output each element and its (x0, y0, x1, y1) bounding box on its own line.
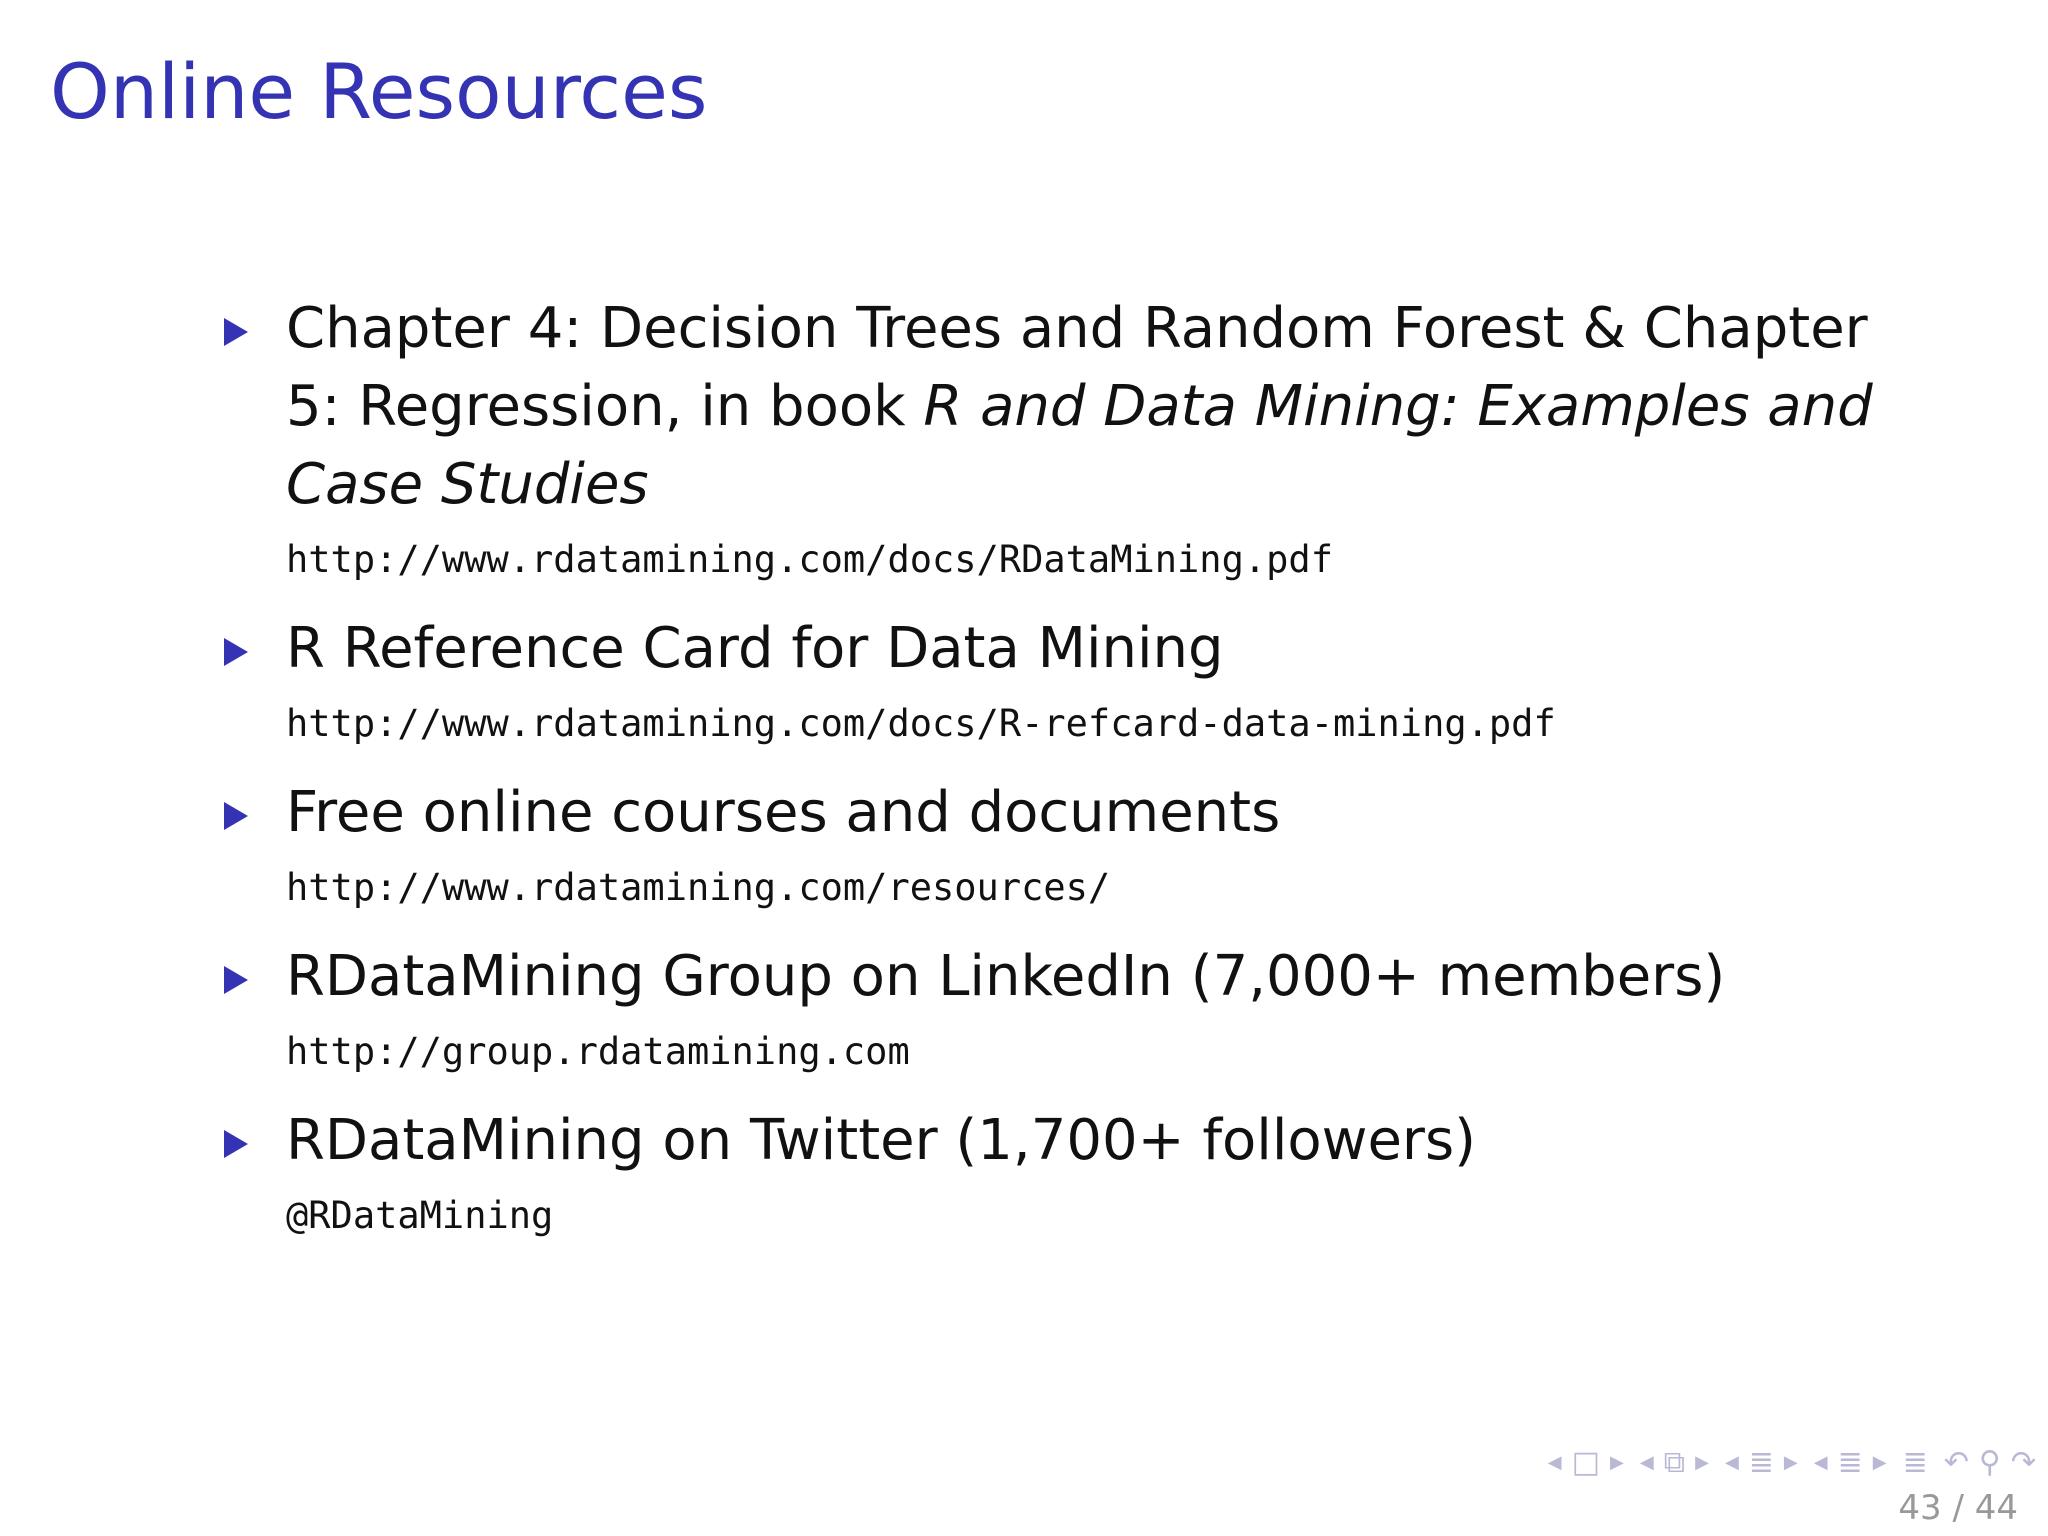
list-item (220, 774, 1900, 914)
document-nav-icon[interactable] (1902, 1445, 1928, 1480)
list-item (220, 938, 1900, 1078)
subsection-lines-icon: ≣ (1837, 1445, 1863, 1480)
chevron-left-icon: ◀ (1547, 1452, 1562, 1473)
chevron-right-icon: ▶ (1783, 1452, 1798, 1473)
item-text-plain: Chapter 4: Decision Trees and Random Forest & Chapter 5: Regression, in book (286, 296, 1868, 439)
page-counter: 43 / 44 (1898, 1488, 2018, 1528)
item-text: R Reference Card for Data Mining (286, 616, 1224, 681)
chevron-right-icon: ▶ (1872, 1452, 1887, 1473)
item-text: RDataMining Group on LinkedIn (7,000+ members) (286, 944, 1726, 1009)
resource-url[interactable]: http://www.rdatamining.com/docs/RDataMining.pdf (286, 538, 1333, 581)
book-title: R and Data Mining: Examples and Case Studies (286, 374, 1873, 517)
frame-nav-icon[interactable] (1547, 1445, 1624, 1480)
chevron-left-icon: ◀ (1813, 1452, 1828, 1473)
slide-title: Online Resources (50, 47, 708, 136)
chevron-left-icon: ◀ (1639, 1452, 1654, 1473)
resource-url[interactable]: http://www.rdatamining.com/docs/R-refcard-data-mining.pdf (286, 702, 1556, 745)
frame-square-icon: □ (1571, 1445, 1600, 1480)
forward-search-icon[interactable]: ↷ (2010, 1445, 2036, 1480)
resource-list (220, 290, 1900, 1266)
bullet-triangle-icon (224, 318, 248, 346)
list-item (220, 1102, 1900, 1242)
back-search-icon[interactable]: ↶ (1943, 1445, 1969, 1480)
section-nav-icon[interactable] (1724, 1445, 1798, 1480)
item-text: RDataMining on Twitter (1,700+ followers) (286, 1108, 1476, 1173)
twitter-handle[interactable]: @RDataMining (286, 1194, 554, 1237)
search-nav-group (1943, 1445, 2036, 1480)
item-text: Free online courses and documents (286, 780, 1281, 845)
bullet-triangle-icon (224, 966, 248, 994)
subsection-list-icon[interactable] (1813, 1445, 1887, 1480)
chevron-left-icon: ◀ (1724, 1452, 1739, 1473)
item-text (286, 290, 1900, 524)
section-lines-icon: ≣ (1748, 1445, 1774, 1480)
list-item (220, 610, 1900, 750)
document-lines-icon: ≣ (1902, 1445, 1928, 1480)
resource-url[interactable]: http://group.rdatamining.com (286, 1030, 910, 1073)
bullet-triangle-icon (224, 802, 248, 830)
stacked-frames-icon: ⧉ (1663, 1445, 1686, 1480)
beamer-navigation-bar (1547, 1445, 2036, 1480)
list-item (220, 290, 1900, 586)
bullet-triangle-icon (224, 638, 248, 666)
chevron-right-icon: ▶ (1695, 1452, 1709, 1473)
resource-url[interactable]: http://www.rdatamining.com/resources/ (286, 866, 1111, 909)
chevron-right-icon: ▶ (1609, 1452, 1624, 1473)
bullet-triangle-icon (224, 1130, 248, 1158)
search-icon[interactable]: ⚲ (1978, 1445, 2001, 1480)
subsection-nav-icon[interactable] (1639, 1445, 1709, 1480)
